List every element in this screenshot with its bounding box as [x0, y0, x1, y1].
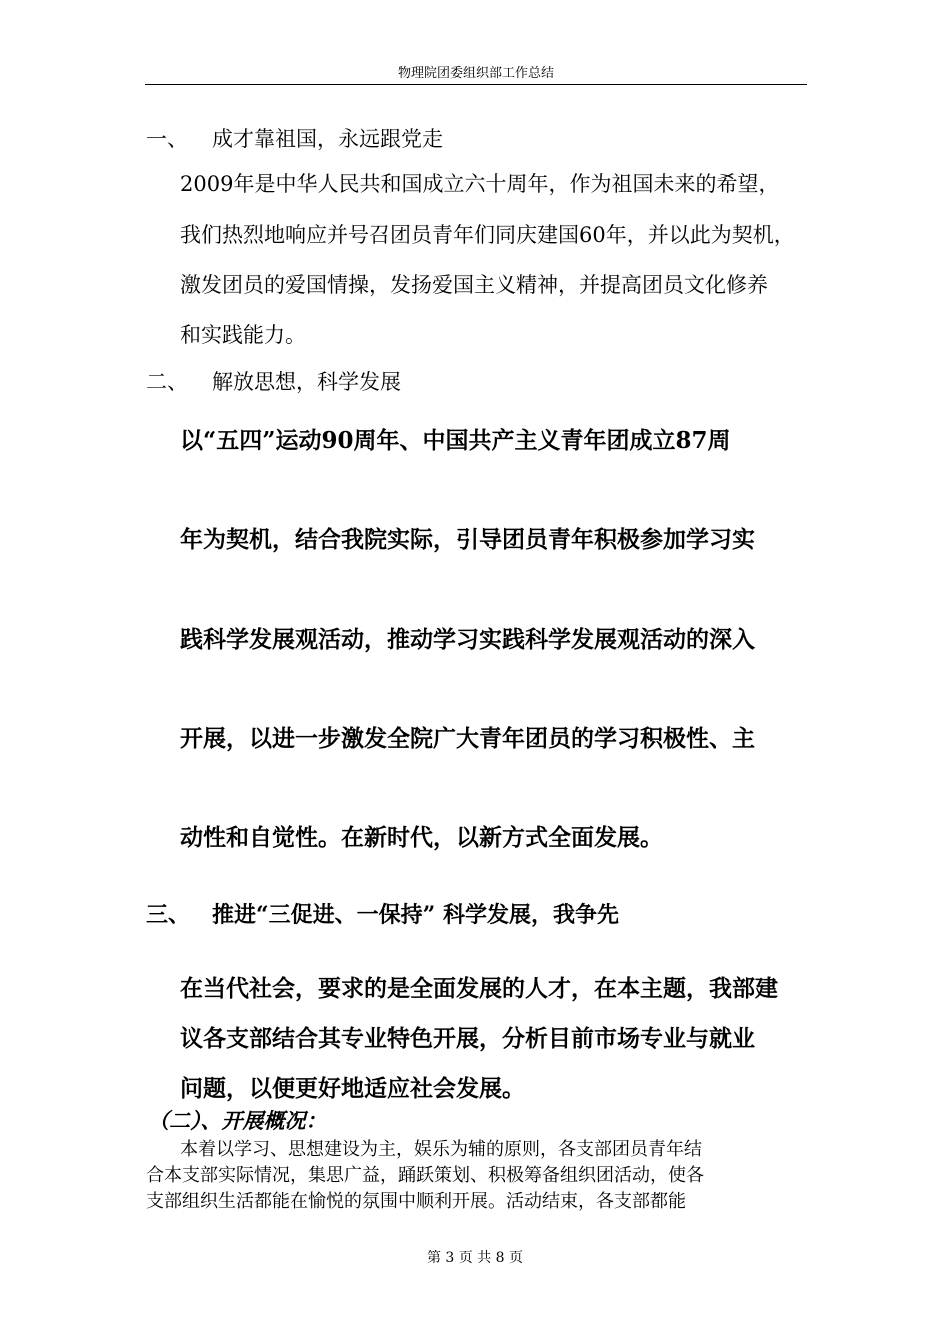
section-3-title: 推进“三促进、一保持” 科学发展，我争先	[212, 902, 619, 928]
section-2-title: 解放思想，科学发展	[212, 370, 401, 394]
section-3-line: 问题，以便更好地适应社会发展。	[180, 1075, 525, 1102]
section-2-line: 开展，以进一步激发全院广大青年团员的学习积极性、主	[180, 725, 755, 752]
section-2-line: 年为契机，结合我院实际，引导团员青年积极参加学习实	[180, 526, 755, 553]
section-3-number: 三、	[146, 902, 191, 928]
section-1-line: 激发团员的爱国情操，发扬爱国主义精神，并提高团员文化修养	[180, 273, 768, 297]
page-header: 物理院团委组织部工作总结	[397, 66, 554, 81]
subsection-line: 本着以学习、思想建设为主，娱乐为辅的原则，各支部团员青年结	[180, 1139, 702, 1160]
header-rule	[145, 84, 807, 85]
section-2-line: 以“五四”运动90周年、中国共产主义青年团成立87周	[180, 427, 731, 454]
subsection-line: 合本支部实际情况，集思广益，踊跃策划、积极筹备组织团活动，使各	[146, 1165, 704, 1186]
subsection-title: （二）、开展概况：	[148, 1108, 327, 1133]
section-1-line: 2009年是中华人民共和国成立六十周年，作为祖国未来的希望，	[180, 172, 780, 196]
section-1-number: 一、	[146, 127, 188, 151]
section-1-title: 成才靠祖国，永远跟党走	[212, 127, 443, 151]
section-1-line: 我们热烈地响应并号召团员青年们同庆建国60年，并以此为契机，	[180, 223, 795, 247]
section-3-line: 议各支部结合其专业特色开展，分析目前市场专业与就业	[180, 1025, 755, 1052]
section-2-line: 践科学发展观活动，推动学习实践科学发展观活动的深入	[180, 626, 755, 653]
section-2-line: 动性和自觉性。在新时代，以新方式全面发展。	[180, 824, 663, 851]
section-2-number: 二、	[146, 370, 188, 394]
page-footer: 第 3 页 共 8 页	[426, 1250, 524, 1266]
section-1-line: 和实践能力。	[180, 323, 306, 347]
subsection-line: 支部组织生活都能在愉悦的氛围中顺利开展。活动结束，各支部都能	[146, 1191, 686, 1212]
section-3-line: 在当代社会，要求的是全面发展的人才，在本主题，我部建	[180, 975, 778, 1002]
